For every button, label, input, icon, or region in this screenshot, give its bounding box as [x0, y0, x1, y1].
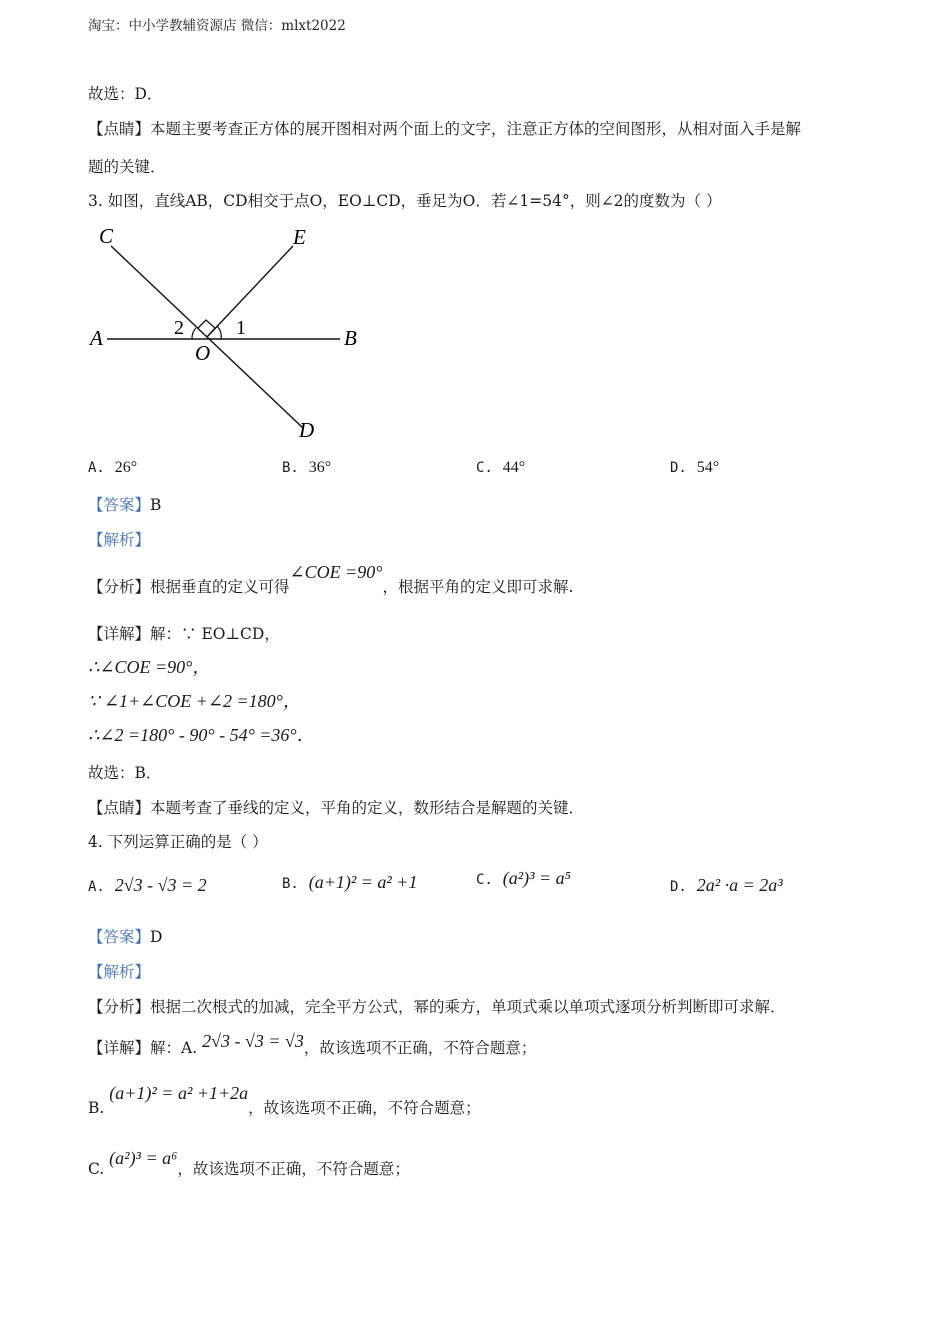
label-d: D: [299, 418, 315, 442]
prev-choice-line: 故选：D．: [88, 85, 163, 103]
label-angle-1: 1: [236, 317, 246, 339]
prev-tip-line2: 题的关键．: [88, 158, 166, 176]
label-c: C: [99, 224, 114, 248]
label-b: B: [344, 326, 357, 350]
q3-fenxi-math: ∠COE =90°: [289, 562, 383, 582]
label-angle-2: 2: [174, 317, 184, 339]
q3-choice-line: 故选：B．: [88, 764, 162, 782]
q4-option-c: C. (a²)³ = a⁵: [476, 868, 571, 888]
q4-fenxi: 【分析】根据二次根式的加减，完全平方公式，幂的乘方，单项式乘以单项式逐项分析判断即可求解．: [88, 998, 786, 1016]
q4-detail-c: C. (a²)³ = a⁶，故该选项不正确，不符合题意；: [88, 1148, 410, 1178]
q3-step1: ∴∠COE =90°，: [88, 657, 211, 677]
q4-stem: 4. 下列运算正确的是（ ）: [88, 833, 268, 851]
q3-answer: 【答案】B: [88, 496, 162, 514]
prev-tip-tag: 【点睛】: [88, 120, 151, 138]
q4-detail-b: B. (a+1)² = a² +1+2a，故该选项不正确，不符合题意；: [88, 1083, 481, 1117]
q3-detail: 【详解】解：∵ EO⊥CD，: [88, 625, 280, 643]
angle-1-arc: [217, 326, 221, 339]
q4-option-b: B. (a+1)² = a² +1: [282, 872, 418, 892]
label-a: A: [90, 326, 103, 350]
q4-option-d: D. 2a² ·a = 2a³: [670, 875, 783, 895]
q4-analysis-tag: 【解析】: [88, 963, 151, 981]
q4-answer: 【答案】D: [88, 928, 163, 946]
q4-detail-a: 【详解】解：A. 2√3 - √3 = √3，故该选项不正确，不符合题意；: [88, 1031, 537, 1057]
label-o: O: [195, 341, 211, 365]
q3-tip: 【点睛】本题考查了垂线的定义，平角的定义，数形结合是解题的关键．: [88, 799, 585, 817]
prev-tip-line1: 【点睛】本题主要考查正方体的展开图相对两个面上的文字，注意正方体的空间图形，从相对面入手是解: [88, 120, 802, 138]
angle-2-arc: [192, 328, 196, 339]
q3-analysis-tag: 【解析】: [88, 531, 151, 549]
page-header: 淘宝：中小学教辅资源店 微信：mlxt2022: [88, 18, 346, 34]
q3-option-a: A. 26°: [88, 459, 138, 476]
q3-step3: ∴∠2 =180° - 90° - 54° =36°．: [88, 725, 315, 745]
q3-option-d: D. 54°: [670, 459, 720, 476]
q3-step2: ∵ ∠1+∠COE +∠2 =180°，: [88, 691, 301, 711]
q4-option-a: A. 2√3 - √3 = 2: [88, 875, 207, 895]
q3-fenxi: 【分析】根据垂直的定义可得∠COE =90°，根据平角的定义即可求解.: [88, 562, 574, 596]
q3-option-c: C. 44°: [476, 459, 526, 476]
ray-oe: [207, 246, 293, 337]
q3-figure: [85, 222, 375, 444]
q3-stem: 3. 如图，直线AB，CD相交于点O，EO⊥CD，垂足为O．若∠1=54°，则∠2的度数为（ ）: [88, 192, 722, 210]
q3-option-b: B. 36°: [282, 459, 332, 476]
answer-tag: 【答案】: [88, 496, 151, 514]
right-angle-mark: [198, 320, 215, 337]
label-e: E: [293, 225, 306, 249]
